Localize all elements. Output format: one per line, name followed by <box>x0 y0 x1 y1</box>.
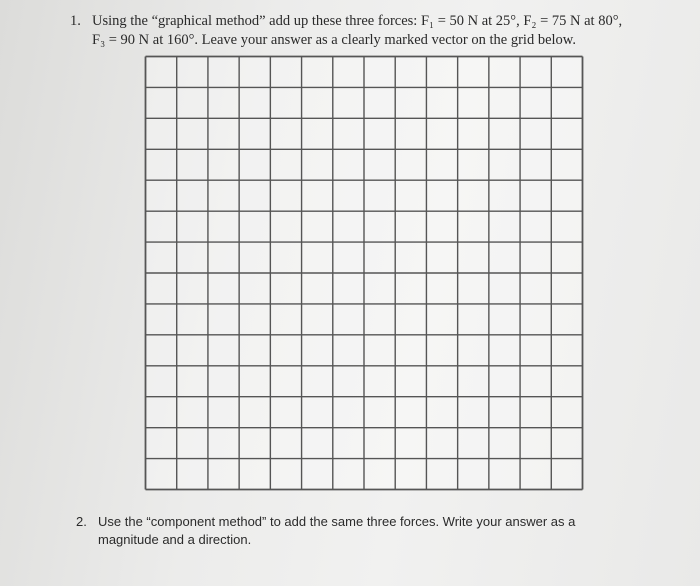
question-1-line-1 <box>70 12 690 31</box>
question-2-text-line-2: magnitude and a direction. <box>98 532 252 547</box>
answer-grid[interactable] <box>144 55 584 491</box>
question-1-text-line-1: Using the “graphical method” add up these three forces: F₁ = 50 N at 25°, F₂ = 75 N at 80°, <box>92 13 623 29</box>
question-2-text-line-1: Use the “component method” to add the same three forces. Write your answer as a <box>98 514 576 529</box>
question-1-text-line-2: F₃ = 90 N at 160°. Leave your answer as a clearly marked vector on the grid below. <box>92 32 576 48</box>
question-2 <box>76 513 676 549</box>
question-2-line-1 <box>76 513 676 531</box>
answer-grid-svg[interactable] <box>144 55 584 491</box>
question-1 <box>70 12 690 50</box>
question-2-number: 2. <box>76 514 87 529</box>
question-1-number: 1. <box>70 13 81 29</box>
